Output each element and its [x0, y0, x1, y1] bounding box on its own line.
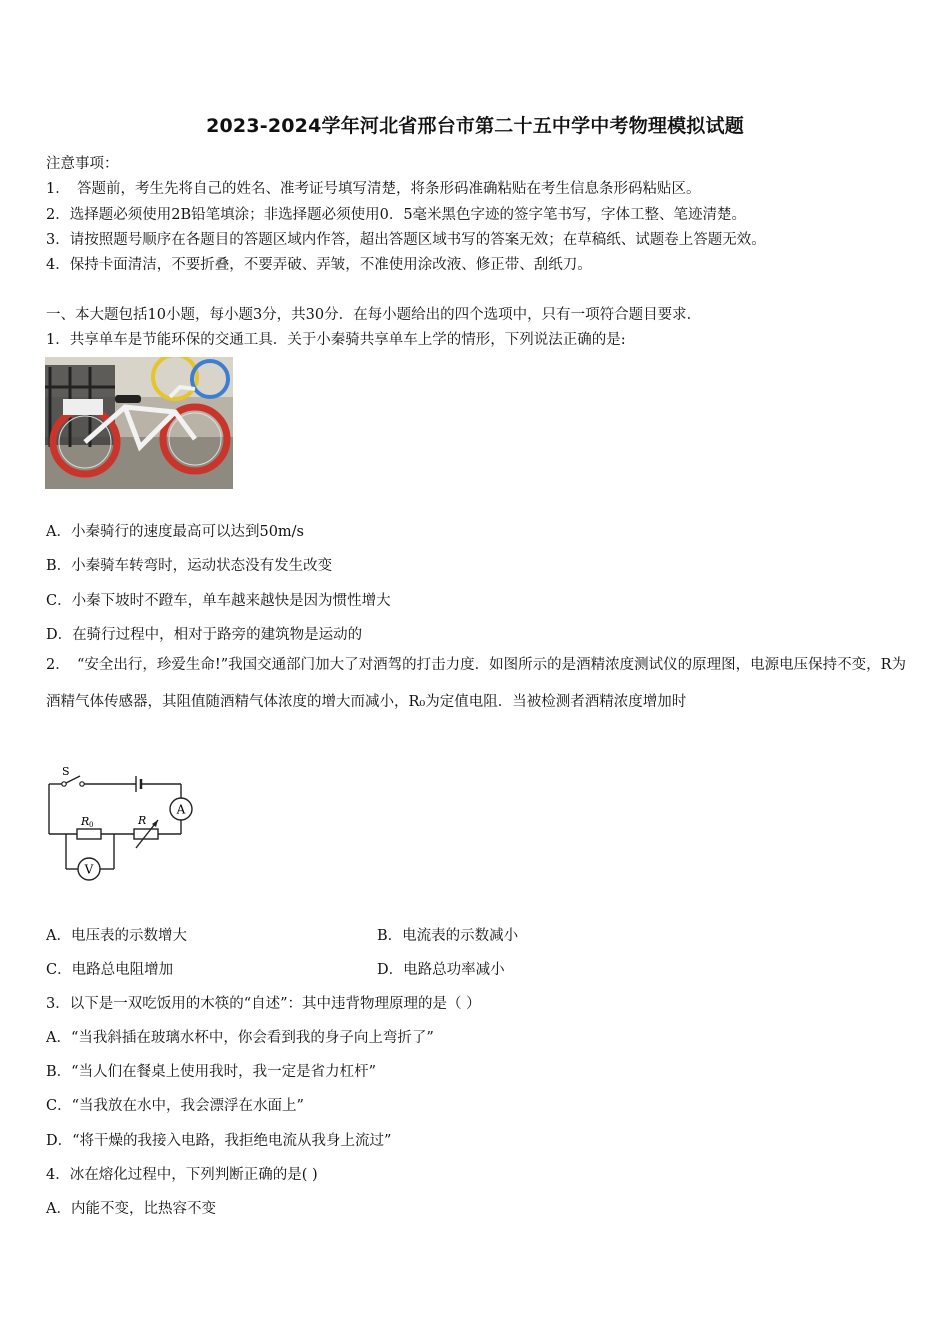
- question-1-option-d: D．在骑行过程中，相对于路旁的建筑物是运动的: [46, 627, 363, 643]
- question-2-option-a: A．电压表的示数增大: [46, 928, 187, 944]
- circuit-diagram: [44, 764, 204, 886]
- notice-heading: 注意事项：: [46, 156, 119, 172]
- notice-item: 4．保持卡面清洁，不要折叠，不要弄破、弄皱，不准使用涂改液、修正带、刮纸刀。: [46, 257, 592, 273]
- circuit-svg: [44, 764, 204, 886]
- question-2-option-b: B．电流表的示数减小: [377, 928, 519, 944]
- voltmeter-label: V: [84, 862, 94, 877]
- question-2-option-c: C．电路总电阻增加: [46, 962, 174, 978]
- question-1-option-c: C．小秦下坡时不蹬车，单车越来越快是因为惯性增大: [46, 593, 391, 609]
- sensor-label: R: [138, 814, 147, 827]
- question-3-option-a: A．“当我斜插在玻璃水杯中，你会看到我的身子向上弯折了”: [46, 1030, 434, 1046]
- question-4-stem: 4．冰在熔化过程中，下列判断正确的是( ): [46, 1167, 318, 1183]
- page-title: 2023-2024学年河北省邢台市第二十五中学中考物理模拟试题: [206, 115, 744, 137]
- question-3-stem: 3．以下是一双吃饭用的木筷的“自述”：其中违背物理原理的是（ ）: [46, 996, 481, 1012]
- question-3-option-c: C．“当我放在水中，我会漂浮在水面上”: [46, 1098, 304, 1114]
- question-1-stem: 1．共享单车是节能环保的交通工具．关于小秦骑共享单车上学的情形，下列说法正确的是:: [46, 332, 626, 348]
- question-4-option-a: A．内能不变，比热容不变: [46, 1201, 216, 1217]
- r0-label: R: [81, 815, 90, 828]
- question-1-option-a: A．小秦骑行的速度最高可以达到50m/s: [46, 524, 304, 540]
- sensor-resistor: [134, 829, 158, 839]
- section-heading: 一、本大题包括10小题，每小题3分，共30分．在每小题给出的四个选项中，只有一项符合题目要求．: [46, 307, 702, 323]
- ammeter-label: A: [176, 802, 186, 817]
- notice-item: 2．选择题必须使用2B铅笔填涂；非选择题必须使用0．5毫米黑色字迹的签字笔书写，字体工整、笔迹清楚。: [46, 207, 747, 223]
- question-2-stem: 2． “安全出行，珍爱生命!”我国交通部门加大了对酒驾的打击力度．如图所示的是酒精浓度测试仪的原理图，电源电压保持不变，R为酒精气体传感器，其阻值随酒精气体浓度的增大而减小，R₀为定值电阻．当被检测者酒精浓度增加时: [46, 657, 907, 710]
- r0-resistor: [77, 829, 101, 839]
- question-1-option-b: B．小秦骑车转弯时，运动状态没有发生改变: [46, 558, 333, 574]
- question-2-option-d: D．电路总功率减小: [377, 962, 505, 978]
- r0-subscript: 0: [89, 821, 94, 829]
- shared-bike-illustration: [45, 357, 233, 489]
- question-3-option-d: D．“将干燥的我接入电路，我拒绝电流从我身上流过”: [46, 1133, 392, 1149]
- switch-label: S: [62, 765, 70, 778]
- shared-bike-photo: [45, 357, 233, 489]
- notice-item: 1． 答题前，考生先将自己的姓名、准考证号填写清楚，将条形码准确粘贴在考生信息条形码粘贴区。: [46, 181, 701, 197]
- question-3-option-b: B．“当人们在餐桌上使用我时，我一定是省力杠杆”: [46, 1064, 376, 1080]
- notice-item: 3．请按照题号顺序在各题目的答题区域内作答，超出答题区域书写的答案无效；在草稿纸、试题卷上答题无效。: [46, 232, 766, 248]
